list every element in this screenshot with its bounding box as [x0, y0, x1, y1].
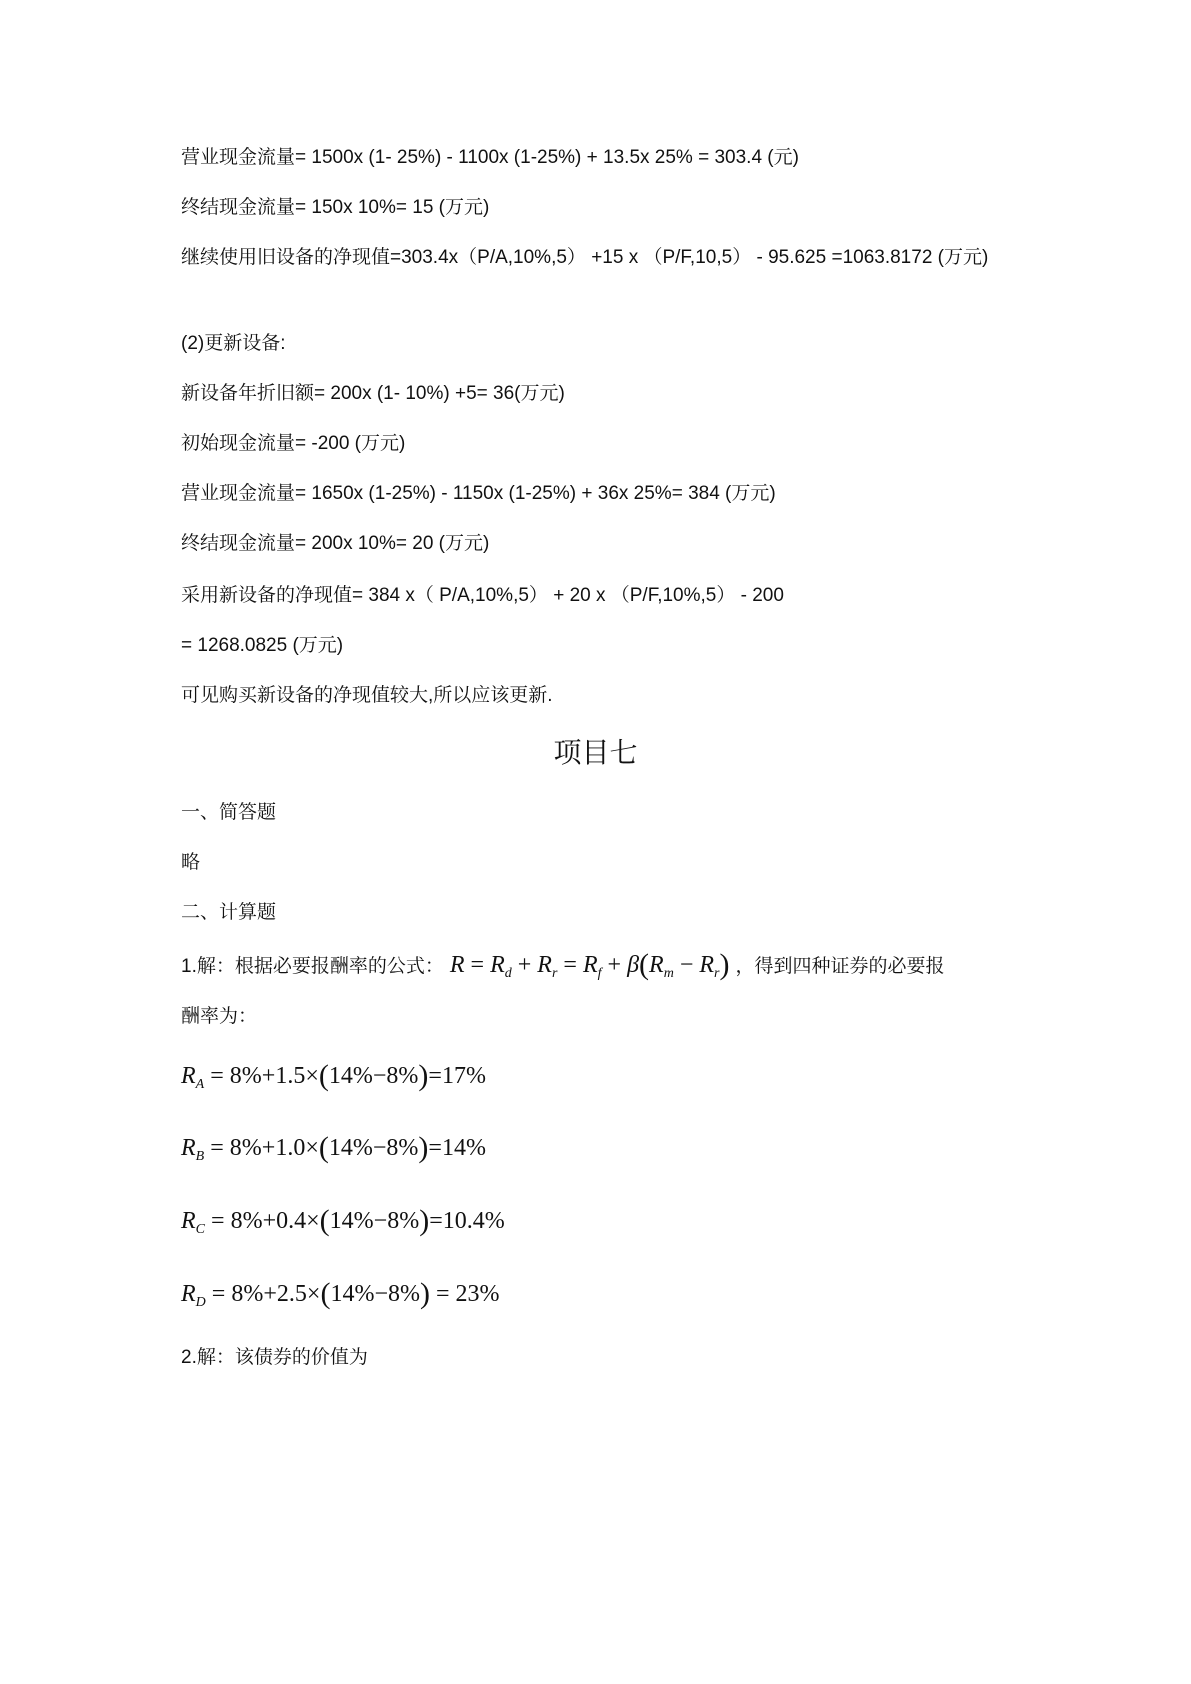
update-equipment-heading: (2)更新设备:: [181, 333, 286, 354]
required-return-formula: $R = R_d + R_r = R_f + \beta(R_m - R_r)$: [449, 948, 730, 981]
formula-rb: $R_B = 8\%+1.0\times(14\%-8\%)=14\%$: [181, 1131, 486, 1164]
initial-cash-flow: 初始现金流量= -200 (万元): [181, 433, 406, 454]
problem-2-statement: 2.解：该债券的价值为: [181, 1347, 368, 1368]
problem-1-continuation: 酬率为：: [181, 1006, 258, 1027]
calculation-heading: 二、计算题: [181, 902, 277, 923]
short-answer-heading: 一、简答题: [181, 802, 277, 823]
npv-new-equipment: 采用新设备的净现值= 384 x（ P/A,10%,5） + 20 x （P/F,10%,5） - 200: [181, 585, 784, 606]
npv-old-equipment: 继续使用旧设备的净现值=303.4x（P/A,10%,5） +15 x （P/F,10,5） - 95.625 =1063.8172 (万元): [181, 247, 989, 268]
problem-1-suffix: ，得到四种证券的必要报: [735, 956, 945, 977]
conclusion: 可见购买新设备的净现值较大,所以应该更新.: [181, 685, 553, 706]
operating-cash-flow-old: 营业现金流量= 1500x (1- 25%) - 1100x (1-25%) + 13.5x 25% = 303.4 (元): [181, 147, 799, 168]
formula-rd: $R_D = 8\%+2.5\times(14\%-8\%) = 23\%$: [181, 1277, 500, 1310]
short-answer-text: 略: [181, 852, 201, 873]
formula-rc: $R_C = 8\%+0.4\times(14\%-8\%)=10.4\%$: [181, 1204, 505, 1237]
formula-ra: $R_A = 8\%+1.5\times(14\%-8\%)=17\%$: [181, 1059, 486, 1092]
section-title: 项目七: [553, 736, 638, 769]
npv-new-result: = 1268.0825 (万元): [181, 635, 344, 656]
new-depreciation: 新设备年折旧额= 200x (1- 10%) +5= 36(万元): [181, 383, 565, 404]
operating-cash-flow-new: 营业现金流量= 1650x (1-25%) - 1150x (1-25%) + 36x 25%= 384 (万元): [181, 483, 776, 504]
problem-1-prefix: 1.解：根据必要报酬率的公式：: [181, 956, 444, 977]
problem-1-statement: [181, 948, 945, 981]
terminal-cash-flow-new: 终结现金流量= 200x 10%= 20 (万元): [181, 533, 490, 554]
terminal-cash-flow-old: 终结现金流量= 150x 10%= 15 (万元): [181, 197, 490, 218]
